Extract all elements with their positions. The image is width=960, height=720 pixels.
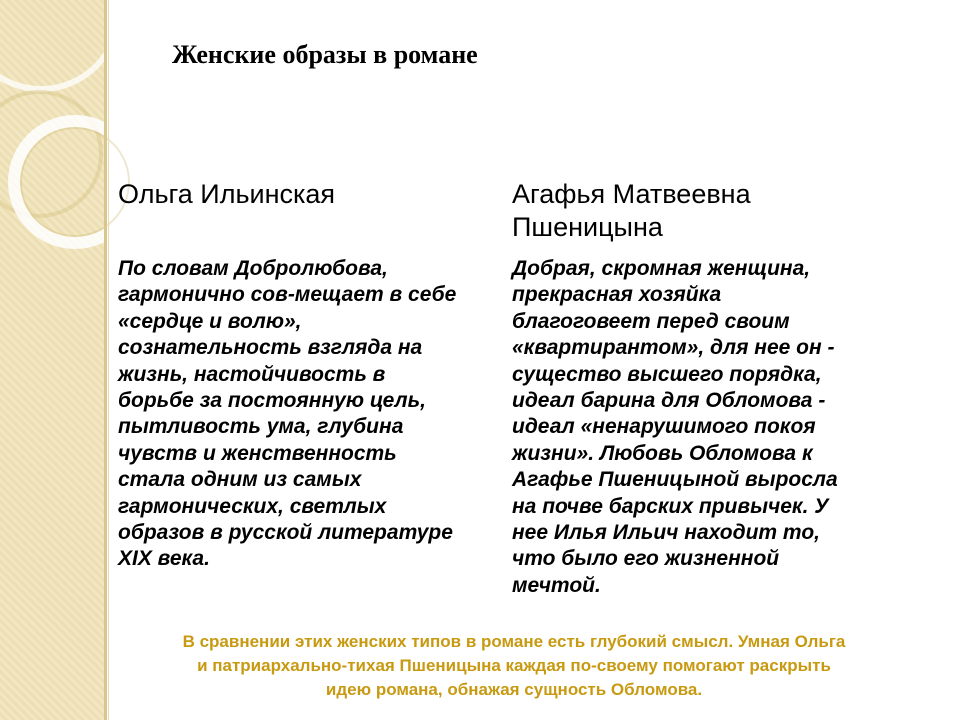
body-line: чувств и женственность: [118, 441, 397, 465]
body-line: прекрасная хозяйка: [512, 283, 722, 307]
body-line: стала одним из самых: [118, 468, 362, 492]
heading-line: Пшеницына: [512, 212, 663, 242]
body-line: Добрая, скромная женщина,: [512, 257, 811, 280]
body-line: жизнь, настойчивость в: [118, 362, 386, 386]
column-heading-agafya: [512, 178, 912, 244]
column-body-olga: [118, 256, 508, 573]
body-line: образов в русской литературе: [118, 521, 453, 545]
body-line: на почве барских привычек. У: [512, 494, 829, 518]
body-line: что было его жизненной: [512, 547, 780, 571]
column-body-agafya: [512, 256, 902, 599]
conclusion-line: идею романа, обнажая сущность Обломова.: [325, 680, 703, 699]
body-line: благоговеет перед своим: [512, 309, 790, 333]
sidebar-border: [104, 0, 107, 720]
body-line: XIX века.: [118, 547, 210, 571]
body-line: борьбе за постоянную цель,: [118, 389, 426, 413]
body-line: По словам Добролюбова,: [118, 257, 388, 280]
conclusion-line: и патриархально-тихая Пшеницына каждая по-своему помогают раскрыть: [197, 656, 831, 675]
conclusion-text: [112, 630, 916, 702]
body-line: мечтой.: [512, 573, 601, 597]
body-line: «квартирантом», для нее он -: [512, 336, 835, 360]
body-line: жизни». Любовь Обломова к: [512, 441, 813, 465]
body-line: нее Илья Ильич находит то,: [512, 521, 820, 545]
body-line: гармонических, светлых: [118, 494, 387, 518]
sidebar-border-light: [108, 0, 109, 720]
body-line: идеал барина для Обломова -: [512, 389, 826, 413]
column-heading-olga: Ольга Ильинская: [118, 179, 336, 209]
body-line: «сердце и волю»,: [118, 309, 302, 333]
conclusion-line: В сравнении этих женских типов в романе есть глубокий смысл. Умная Ольга: [182, 632, 846, 651]
body-line: Агафье Пшеницыной выросла: [512, 468, 838, 492]
body-line: идеал «ненарушимого покоя: [512, 415, 816, 439]
body-line: сознательность взгляда на: [118, 336, 423, 360]
slide-title: Женские образы в романе: [172, 40, 478, 69]
body-line: гармонично сов-мещает в себе: [118, 283, 457, 307]
decorative-sidebar: [0, 0, 104, 720]
body-line: существо высшего порядка,: [512, 362, 822, 386]
body-line: пытливость ума, глубина: [118, 415, 404, 439]
heading-line: Агафья Матвеевна: [512, 179, 751, 209]
